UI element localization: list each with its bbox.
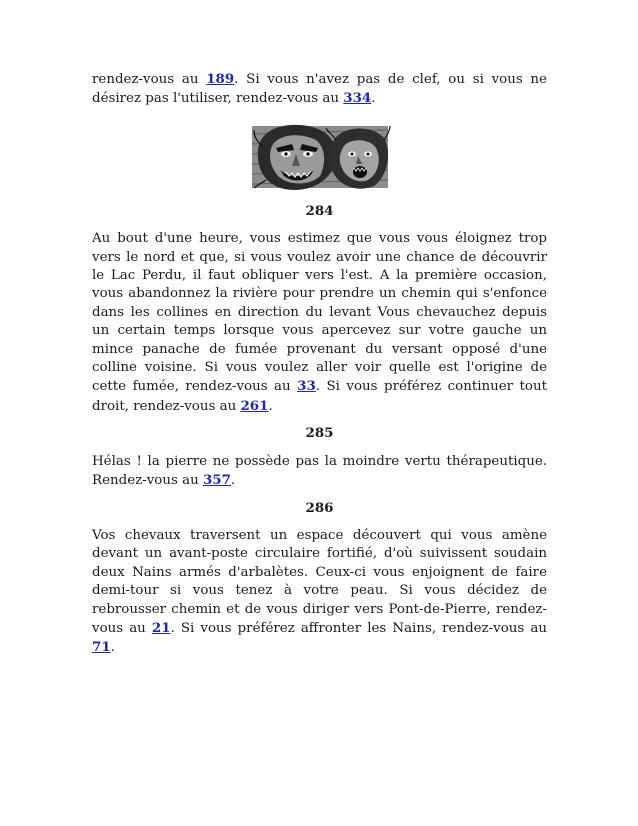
link-21[interactable]: 21 — [151, 619, 171, 636]
section-285 — [92, 424, 547, 490]
section-285-text-1: Hélas ! la pierre ne possède pas la moindre vertu thérapeutique. Rendez-vous au — [92, 453, 547, 489]
section-284 — [92, 202, 547, 416]
section-286 — [92, 499, 547, 658]
intro-text-1: rendez-vous au — [92, 72, 207, 87]
link-71[interactable]: 71 — [92, 639, 111, 656]
section-284-text-1: Au bout d'une heure, vous estimez que vous vous éloignez trop vers le nord et que, si vous voulez avoir une chance de découvrir le Lac Perdu, il faut obliquer vers l'est. A la première occasion, vous abandonnez la rivière pour prendre un chemin qui s'enfonce dans les collines en direction du levant Vous chevauchez depuis un certain temps lorsque vous apercevez sur votre gauche un mince panache de fumée provenant du versant opposé d'une colline voisine. Si vous voulez aller voir quelle est l'origine de cette fumée, rendez-vous au — [92, 231, 547, 395]
section-286-text-3: . — [110, 640, 115, 656]
section-number-285: 285 — [305, 425, 334, 442]
intro-paragraph — [92, 70, 547, 109]
link-357[interactable]: 357 — [202, 472, 231, 489]
section-number-284: 284 — [305, 202, 334, 219]
intro-text-2: . Si vous n'avez pas de clef, ou si vous ne désirez pas l'utiliser, rendez-vous au — [92, 72, 547, 107]
monster-faces-icon — [246, 120, 394, 192]
section-285-paragraph — [92, 453, 547, 491]
section-286-paragraph — [92, 527, 547, 658]
page-content — [92, 70, 547, 658]
section-284-text-3: . — [268, 398, 273, 414]
link-189[interactable]: 189 — [206, 71, 235, 87]
section-286-text-2: . Si vous préférez affronter les Nains, rendez-vous au — [170, 620, 547, 636]
section-285-text-2: . — [230, 473, 236, 489]
link-334[interactable]: 334 — [343, 90, 372, 107]
section-286-text-1: Vos chevaux traversent un espace découvert qui vous amène devant un avant-poste circulaire fortifié, d'où suivissent soudain deux Nains armés d'arbalètes. Ceux-ci vous enjoignent de faire demi-tour si vous tenez à votre peau. Si vous décidez de rebrousser chemin et de vous diriger vers Pont-de-Pierre, rendez-vous au — [92, 527, 547, 636]
link-261[interactable]: 261 — [240, 397, 269, 414]
monster-faces-illustration — [92, 120, 547, 192]
section-284-text-2: . Si vous préférez continuer tout droit, rendez-vous au — [92, 379, 547, 414]
section-number-286: 286 — [305, 499, 334, 516]
link-33[interactable]: 33 — [297, 378, 316, 395]
section-284-paragraph — [92, 230, 547, 416]
intro-text-3: . — [371, 91, 376, 107]
